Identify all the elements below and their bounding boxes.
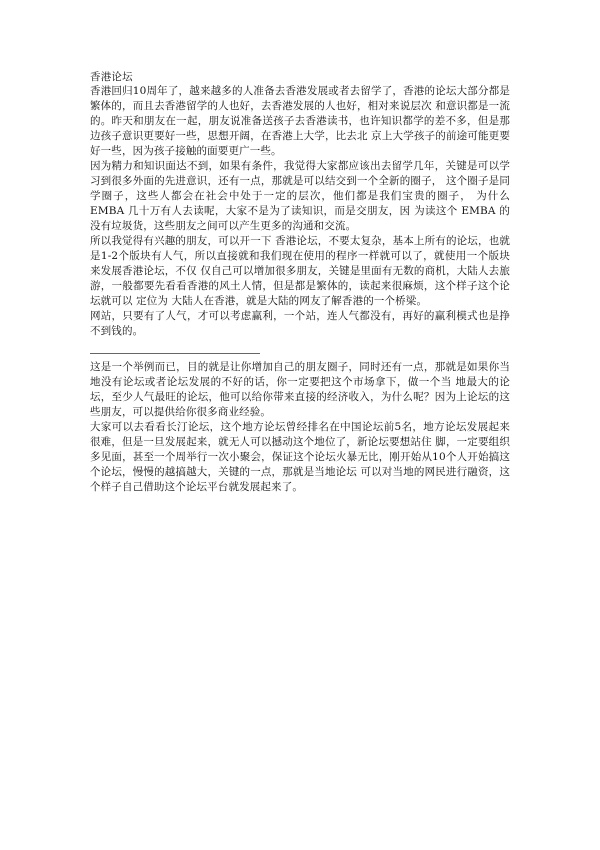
section-divider <box>90 353 260 354</box>
paragraph-3: 所以我觉得有兴趣的朋友，可以开一下 香港论坛，不要太复杂，基本上所有的论坛，也就是1-2个版块有人气，所以直接就和我们现在使用的程序一样就可以了，就使用一个版块来发展香港论坛，不仅 仅自己可以增加很多朋友，关键是里面有无数的商机，大陆人去旅游，一般都要先看看香港的风土人情，但是都是繁体的，读起来很麻烦，这个样子这个论坛就可以 定位为 大陆人在香港，就是大陆的网友了解香港的一个桥梁。 <box>90 235 510 307</box>
paragraph-2: 因为精力和知识面达不到，如果有条件，我觉得大家都应该出去留学几年，关键是可以学习到很多外面的先进意识，还有一点，那就是可以结交到一个全新的圈子， 这个圈子是同学圈子，这些人都会在社会中处于一定的层次，他们都是我们宝贵的圈子， 为什么 EMBA 几十万有人去读呢，大家不是为了读知识，而是交朋友，因 为读这个 EMBA 的没有垃圾货，这些朋友之间可以产生更多的沟通和交流。 <box>90 160 510 232</box>
paragraph-6: 大家可以去看看长汀论坛，这个地方论坛曾经排名在中国论坛前5名，地方论坛发展起来很难，但是一旦发展起来，就无人可以撼动这个地位了，新论坛要想站住 脚，一定要组织多见面，甚至一个周举行一次小聚会，保证这个论坛火暴无比，刚开始从10个人开始搞这个论坛，慢慢的越搞越大，关键的一点，那就是当地论坛 可以对当地的网民进行融资，这个样子自己借助这个论坛平台就发展起来了。 <box>90 421 510 493</box>
paragraph-4: 网站，只要有了人气，才可以考虑赢利，一个站，连人气都没有，再好的赢利模式也是挣不到钱的。 <box>90 310 510 337</box>
document-title: 香港论坛 <box>90 71 133 83</box>
document-body <box>90 70 510 495</box>
paragraph-1: 香港回归10周年了，越来越多的人准备去香港发展或者去留学了，香港的论坛大部分都是繁体的，而且去香港留学的人也好，去香港发展的人也好，相对来说层次 和意识都是一流的。昨天和朋友在一起，朋友说准备送孩子去香港读书，也许知识都学的差不多，但是那边孩子意识更要好一些，思想开阔，在香港上大学，比去北 京上大学孩子的前途可能更要好一些，因为孩子接触的面要更广一些。 <box>90 85 510 157</box>
paragraph-5: 这是一个举例而已，目的就是让你增加自己的朋友圈子，同时还有一点，那就是如果你当地没有论坛或者论坛发展的不好的话，你一定要把这个市场拿下，做一个当 地最大的论坛，至少人气最旺的论坛，他可以给你带来直接的经济收入，为什么呢？因为上论坛的这些朋友，可以提供给你很多商业经验。 <box>90 361 510 418</box>
